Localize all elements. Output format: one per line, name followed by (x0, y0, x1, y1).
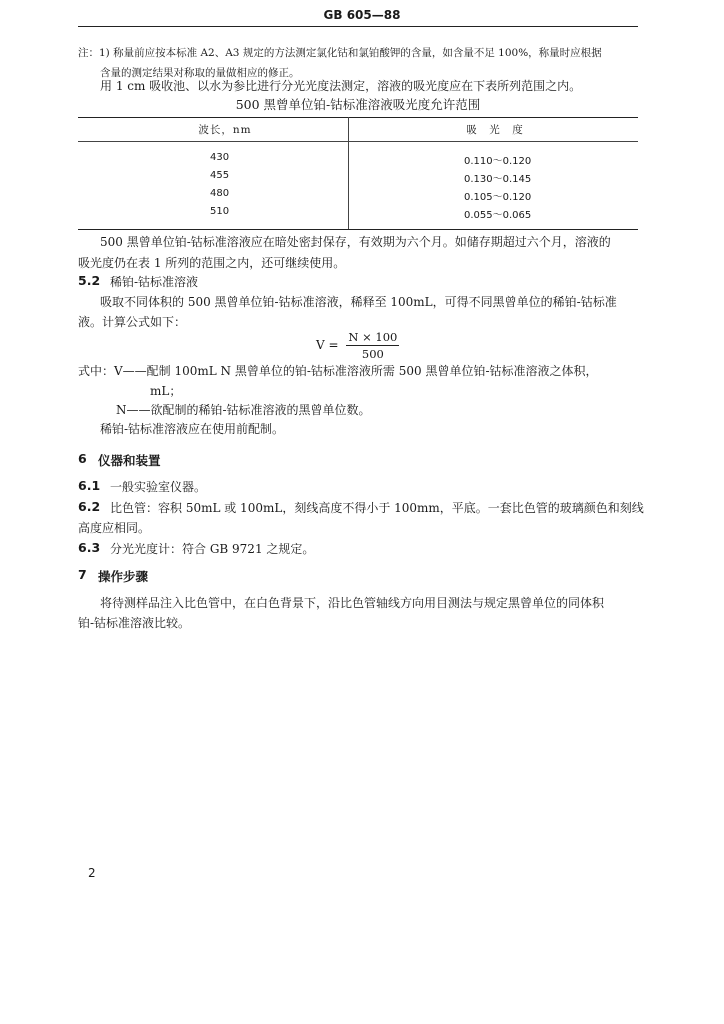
section-6-title: 仪器和装置 (98, 453, 161, 468)
volume-formula (316, 330, 399, 361)
intro-paragraph: 用 1 cm 吸收池、以水为参比进行分光光度法测定，溶液的吸光度应在下表所列范围之内。 (100, 79, 582, 93)
where-v-line: 式中：V——配制 100mL N 黑曾单位的铂-钴标准溶液所需 500 黑曾单位铂-钴标准溶液之体积， (78, 364, 598, 378)
where-n-line: N——欲配制的稀铂-钴标准溶液的黑曾单位数。 (116, 403, 371, 417)
table-caption: 500 黑曾单位铂-钴标准溶液吸光度允许范围 (235, 97, 481, 112)
formula-lhs: V = (316, 338, 339, 352)
table-cell-absorbance: 0.055～0.065 (464, 210, 532, 221)
footnote-line-1: 注：1) 称量前应按本标准 A2、A3 规定的方法测定氯化钴和氯铂酸钾的含量，如含量不足 100%，称量时应根据 (78, 47, 602, 59)
section-5-2-title: 稀铂-钴标准溶液 (110, 275, 199, 289)
table-cell-wavelength: 480 (210, 188, 230, 199)
table-top-rule (78, 117, 638, 118)
item-6-2-number: 6.2 (78, 499, 101, 514)
preparation-note: 稀铂-钴标准溶液应在使用前配制。 (100, 422, 285, 436)
item-6-2-line-1: 比色管：容积 50mL 或 100mL，刻线高度不得小于 100mm，平底。一套比色管的玻璃颜色和刻线 (110, 501, 644, 515)
section-7-number: 7 (78, 567, 87, 582)
page-number: 2 (88, 866, 96, 880)
table-cell-absorbance: 0.130～0.145 (464, 174, 532, 185)
table-header-rule (78, 141, 638, 142)
section-7-title: 操作步骤 (98, 569, 149, 584)
section-7-line-1: 将待测样品注入比色管中，在白色背景下，沿比色管轴线方向用目测法与规定黑曾单位的同体积 (100, 596, 605, 610)
table-header-wavelength: 波长，nm (198, 124, 252, 136)
footnote-line-2: 含量的测定结果对称取的量做相应的修正。 (100, 67, 300, 79)
section-5-2-line-2: 液。计算公式如下： (78, 315, 187, 329)
section-6-number: 6 (78, 451, 87, 466)
running-header: GB 605—88 (323, 8, 401, 22)
item-6-1-number: 6.1 (78, 478, 101, 493)
section-5-2-line-1: 吸取不同体积的 500 黑曾单位铂-钴标准溶液，稀释至 100mL，可得不同黑曾单位的稀铂-钴标准 (100, 295, 617, 309)
storage-line-2: 吸光度仍在表 1 所列的范围之内，还可继续使用。 (78, 256, 346, 270)
header-rule (78, 26, 638, 27)
table-cell-wavelength: 430 (210, 152, 230, 163)
storage-line-1: 500 黑曾单位铂-钴标准溶液应在暗处密封保存，有效期为六个月。如储存期超过六个月，溶液的 (100, 235, 611, 249)
formula-numerator: N × 100 (348, 330, 398, 344)
table-cell-wavelength: 455 (210, 170, 230, 181)
table-bottom-rule (78, 229, 638, 230)
table-cell-wavelength: 510 (210, 206, 230, 217)
item-6-3-text: 分光光度计：符合 GB 9721 之规定。 (110, 542, 315, 556)
table-cell-absorbance: 0.110～0.120 (464, 156, 532, 167)
table-column-divider (348, 117, 349, 229)
table-cell-absorbance: 0.105～0.120 (464, 192, 532, 203)
table-header-absorbance: 吸 光 度 (466, 124, 524, 136)
section-5-2-number: 5.2 (78, 273, 101, 288)
where-v-unit: mL； (150, 384, 182, 398)
formula-denominator: 500 (361, 347, 384, 361)
formula-fraction (346, 330, 399, 361)
section-7-line-2: 铂-钴标准溶液比较。 (78, 616, 191, 630)
item-6-2-line-2: 高度应相同。 (78, 521, 151, 535)
item-6-1-text: 一般实验室仪器。 (110, 480, 207, 494)
item-6-3-number: 6.3 (78, 540, 101, 555)
